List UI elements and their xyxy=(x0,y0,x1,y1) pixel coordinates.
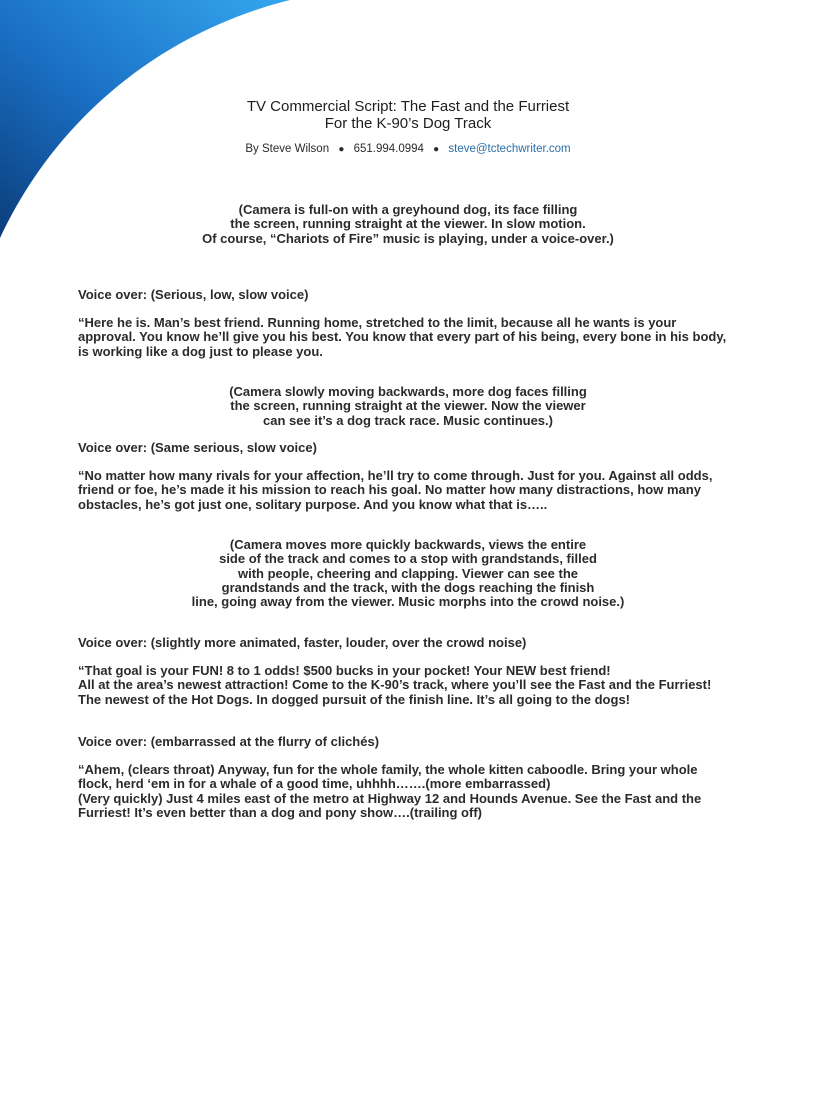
voice-over-cue-2: Voice over: (Same serious, slow voice) xyxy=(78,440,317,455)
direction-line: side of the track and comes to a stop with grandstands, filled xyxy=(219,551,597,567)
title-line-1: TV Commercial Script: The Fast and the Furriest xyxy=(246,98,570,115)
phone-number: 651.994.0994 xyxy=(353,143,424,155)
script-line: friend or foe, he’s made it his mission to reach his goal. No matter how many distractions, how many xyxy=(78,482,701,498)
voice-over-text-1 xyxy=(78,316,798,359)
author-name: By Steve Wilson xyxy=(245,143,330,155)
script-line: (Very quickly) Just 4 miles east of the metro at Highway 12 and Hounds Avenue. See the Fast and the xyxy=(78,790,702,806)
script-line: approval. You know he’ll give you his best. You know that every part of his being, every bone in his body, xyxy=(78,329,727,345)
direction-line: (Camera slowly moving backwards, more dog faces filling xyxy=(229,384,587,399)
title-line-2: For the K-90’s Dog Track xyxy=(324,115,492,132)
voice-over-text-2 xyxy=(78,469,798,512)
direction-line: with people, cheering and clapping. Viewer can see the xyxy=(237,565,579,581)
script-line: obstacles, he’s got just one, solitary purpose. And you know what that is….. xyxy=(78,496,548,512)
byline xyxy=(0,142,816,157)
voice-over-cue-1: Voice over: (Serious, low, slow voice) xyxy=(78,287,309,302)
voice-over-cue-3: Voice over: (slightly more animated, faster, louder, over the crowd noise) xyxy=(78,635,527,650)
script-line: “Here he is. Man’s best friend. Running home, stretched to the limit, because all he wants is your xyxy=(78,315,677,330)
script-line: “Ahem, (clears throat) Anyway, fun for the whole family, the whole kitten caboodle. Bring your whole xyxy=(78,762,698,777)
document-title xyxy=(0,98,816,132)
voice-over-text-4 xyxy=(78,763,798,820)
script-line: flock, herd ‘em in for a whale of a good time, uhhhh…….(more embarrassed) xyxy=(78,776,551,792)
script-line: “No matter how many rivals for your affection, he’ll try to come through. Just for you. Against all odds, xyxy=(78,468,713,483)
script-line: is working like a dog just to please you. xyxy=(78,343,323,359)
direction-line: the screen, running straight at the viewer. In slow motion. xyxy=(230,216,586,232)
direction-line: can see it’s a dog track race. Music continues.) xyxy=(263,412,553,428)
camera-direction-2 xyxy=(0,385,816,428)
script-line: “That goal is your FUN! 8 to 1 odds! $500 bucks in your pocket! Your NEW best friend! xyxy=(78,663,611,678)
camera-direction-3 xyxy=(0,538,816,609)
voice-over-cue-4: Voice over: (embarrassed at the flurry of clichés) xyxy=(78,734,380,749)
bullet-separator-icon: ● xyxy=(433,144,440,155)
script-line: All at the area’s newest attraction! Come to the K-90’s track, where you’ll see the Fast and the Furriest! xyxy=(78,677,712,693)
script-line: The newest of the Hot Dogs. In dogged pursuit of the finish line. It’s all going to the dogs! xyxy=(78,691,630,707)
direction-line: the screen, running straight at the viewer. Now the viewer xyxy=(230,398,586,414)
email-link[interactable]: steve@tctechwriter.com xyxy=(448,143,571,155)
direction-line: line, going away from the viewer. Music morphs into the crowd noise.) xyxy=(191,594,625,610)
camera-direction-1 xyxy=(0,203,816,246)
direction-line: Of course, “Chariots of Fire” music is playing, under a voice-over.) xyxy=(202,230,614,246)
voice-over-text-3 xyxy=(78,664,798,707)
direction-line: grandstands and the track, with the dogs reaching the finish xyxy=(221,579,595,595)
script-line: Furriest! It’s even better than a dog and pony show….(trailing off) xyxy=(78,804,482,820)
direction-line: (Camera moves more quickly backwards, views the entire xyxy=(229,537,587,552)
direction-line: (Camera is full-on with a greyhound dog, its face filling xyxy=(238,202,578,217)
bullet-separator-icon: ● xyxy=(338,144,345,155)
